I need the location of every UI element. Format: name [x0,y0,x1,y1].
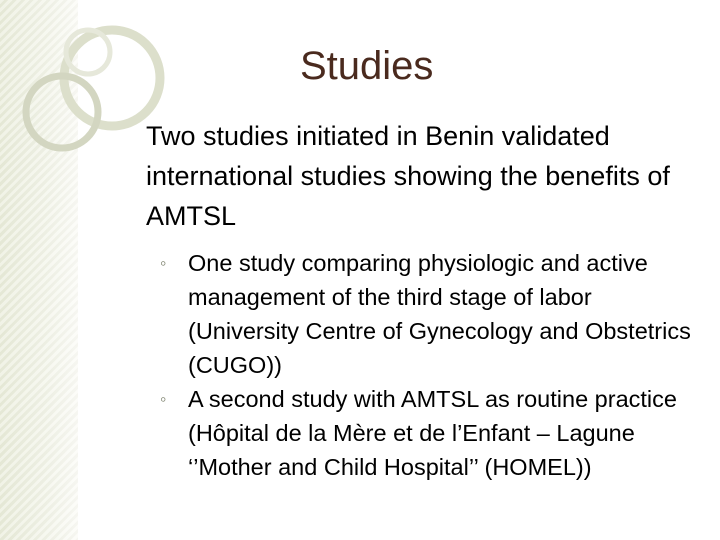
slide-title: Studies [300,44,434,88]
bullet-text: Two studies initiated in Benin validated international studies showing the benefits of AMTSL [146,121,670,231]
sub-bullet-list [158,246,708,484]
bullet-marker-icon [118,128,136,146]
ring-bullet-icon: ◦ [160,389,167,409]
sub-bullet-item [158,246,708,382]
slide-content [118,116,708,484]
bullet-level-1 [118,116,708,236]
sub-bullet-text: One study comparing physiologic and active management of the third stage of labor (University Centre of Gynecology and Obstetrics (CUGO)) [188,250,691,378]
sub-bullet-text: A second study with AMTSL as routine practice (Hôpital de la Mère et de l’Enfant – Lagune ‘’Mother and Child Hospital’’ (HOMEL)) [188,386,677,480]
ring-bullet-icon: ◦ [160,253,167,273]
sub-bullet-item [158,382,708,484]
